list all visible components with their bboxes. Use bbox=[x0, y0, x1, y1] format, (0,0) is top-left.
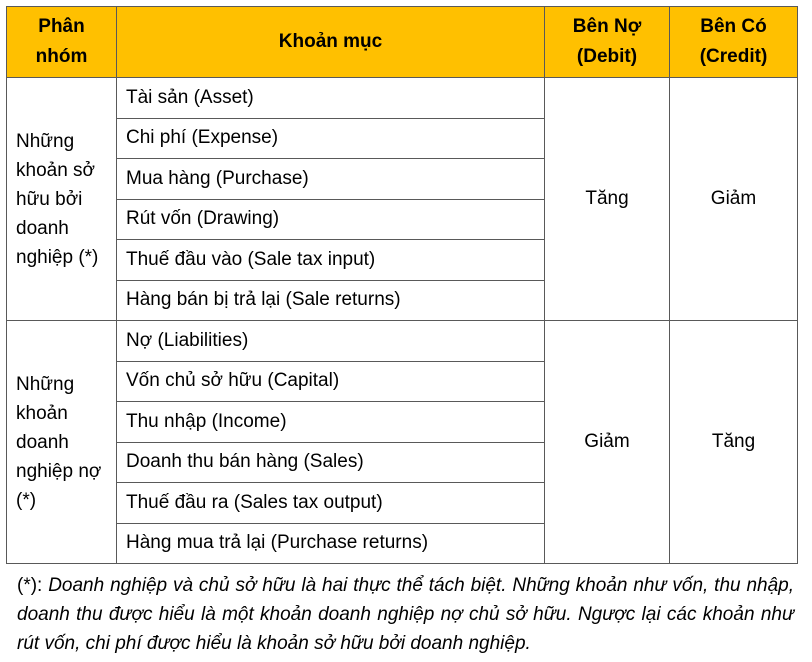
header-item: Khoản mục bbox=[117, 7, 545, 78]
footnote-marker: (*): bbox=[17, 575, 49, 596]
item-cell: Mua hàng (Purchase) bbox=[117, 159, 545, 200]
item-cell: Hàng mua trả lại (Purchase returns) bbox=[117, 523, 545, 564]
item-cell: Thuế đầu vào (Sale tax input) bbox=[117, 240, 545, 281]
item-cell: Nợ (Liabilities) bbox=[117, 321, 545, 362]
header-row bbox=[7, 7, 798, 78]
item-cell: Doanh thu bán hàng (Sales) bbox=[117, 442, 545, 483]
table-row bbox=[7, 321, 798, 362]
group-label-owned: Những khoản sở hữu bởi doanh nghiệp (*) bbox=[7, 78, 117, 321]
credit-value-owned: Giảm bbox=[670, 78, 798, 321]
item-cell: Hàng bán bị trả lại (Sale returns) bbox=[117, 280, 545, 321]
group-label-owed: Những khoản doanh nghiệp nợ (*) bbox=[7, 321, 117, 564]
footnote bbox=[17, 571, 794, 658]
table-row bbox=[7, 78, 798, 119]
header-group: Phân nhóm bbox=[7, 7, 117, 78]
header-credit: Bên Có (Credit) bbox=[670, 7, 798, 78]
item-cell: Rút vốn (Drawing) bbox=[117, 199, 545, 240]
debit-value-owned: Tăng bbox=[545, 78, 670, 321]
credit-value-owed: Tăng bbox=[670, 321, 798, 564]
debit-value-owed: Giảm bbox=[545, 321, 670, 564]
item-cell: Tài sản (Asset) bbox=[117, 78, 545, 119]
item-cell: Chi phí (Expense) bbox=[117, 118, 545, 159]
item-cell: Vốn chủ sở hữu (Capital) bbox=[117, 361, 545, 402]
header-debit: Bên Nợ (Debit) bbox=[545, 7, 670, 78]
item-cell: Thuế đầu ra (Sales tax output) bbox=[117, 483, 545, 524]
accounting-table bbox=[6, 6, 798, 564]
footnote-text: Doanh nghiệp và chủ sở hữu là hai thực thể tách biệt. Những khoản như vốn, thu nhập, doanh thu được hiểu là một khoản doanh nghiệp nợ chủ sở hữu. Ngược lại các khoản như rút vốn, chi phí được hiểu là khoản sở hữu bởi doanh nghiệp. bbox=[17, 575, 794, 654]
item-cell: Thu nhập (Income) bbox=[117, 402, 545, 443]
